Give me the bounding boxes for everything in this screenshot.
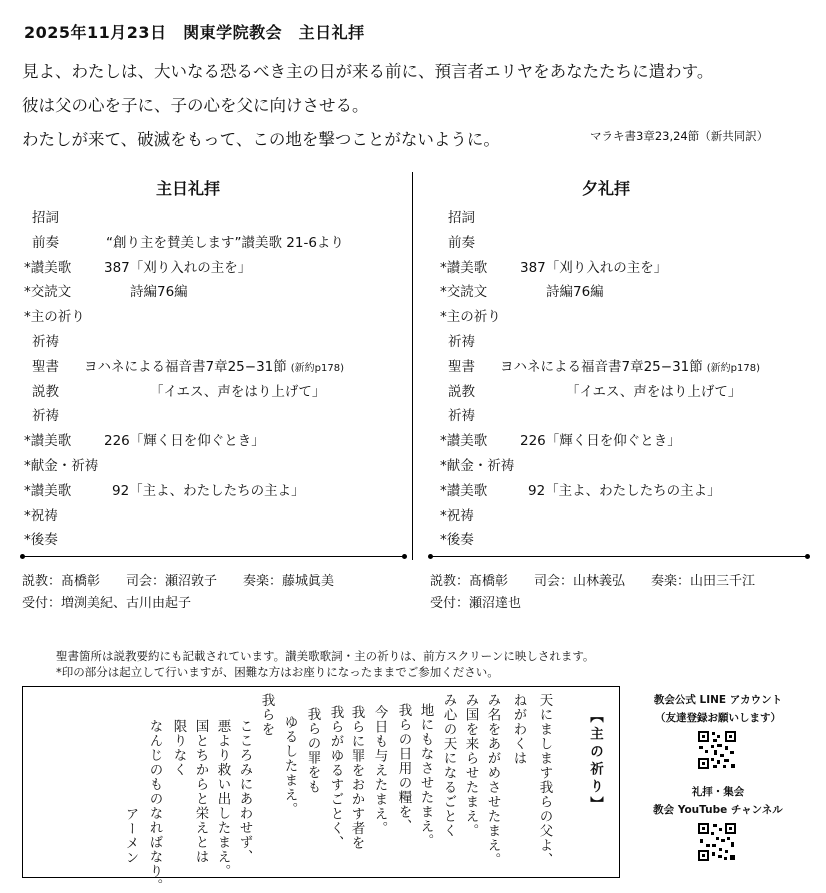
rule-dot bbox=[402, 554, 407, 559]
order-label: 招詞 bbox=[32, 210, 59, 226]
order-text-value: ヨハネによる福音書7章25−31節 bbox=[500, 358, 703, 375]
order-text bbox=[566, 380, 741, 400]
order-text bbox=[106, 231, 344, 251]
order-label: 聖書 bbox=[32, 358, 59, 375]
morning-order-item bbox=[24, 280, 71, 300]
line-account-title: 教会公式 LINE アカウント bbox=[653, 694, 783, 706]
lords-prayer-line: 我らに罪をおかす者を bbox=[348, 705, 365, 850]
evening-order-item bbox=[440, 280, 487, 300]
note-line-1: 聖書箇所は説教要約にも記載されています。讃美歌歌詞・主の祈りは、前方スクリーンに映しされます。 bbox=[56, 649, 595, 663]
column-divider bbox=[412, 172, 413, 560]
lords-prayer-line: ねがわくは bbox=[510, 693, 527, 766]
verse-reference: マラキ書3章23,24節（新共同訳） bbox=[590, 129, 769, 143]
order-label: *献金・祈祷 bbox=[440, 458, 515, 474]
order-label: *祝祷 bbox=[440, 507, 474, 524]
lords-prayer-line: 我らの日用の糧を、 bbox=[395, 703, 412, 834]
order-label: 祈祷 bbox=[32, 408, 59, 425]
evening-staff-line-1: 説教：髙橋彰 司会：山林義弘 奏楽：山田三千江 bbox=[430, 574, 756, 589]
lords-prayer-line: み国を来らせたまえ。 bbox=[462, 693, 479, 838]
rule-dot bbox=[20, 554, 25, 559]
order-label: *讃美歌 bbox=[440, 482, 488, 499]
morning-staff-line-2: 受付：増渕美紀、古川由起子 bbox=[22, 596, 192, 611]
order-text bbox=[112, 479, 305, 499]
morning-order-item bbox=[32, 231, 59, 251]
order-text-value: 92「主よ、わたしたちの主よ」 bbox=[528, 482, 721, 499]
order-text bbox=[528, 479, 721, 499]
evening-order-item bbox=[440, 504, 474, 524]
morning-order-item bbox=[32, 380, 59, 400]
order-text bbox=[130, 280, 188, 300]
evening-heading: 夕礼拝 bbox=[581, 179, 630, 198]
order-text-value: 387「刈り入れの主を」 bbox=[520, 259, 668, 276]
evening-order-item bbox=[448, 206, 475, 226]
order-label: *後奏 bbox=[440, 532, 474, 549]
morning-order-item bbox=[32, 404, 59, 424]
lords-prayer-line: 今日も与えたまえ。 bbox=[371, 705, 388, 836]
order-text-value: ヨハネによる福音書7章25−31節 bbox=[84, 358, 287, 375]
evening-order-item bbox=[448, 330, 475, 350]
order-label: *主の祈り bbox=[24, 309, 85, 326]
order-label: *献金・祈祷 bbox=[24, 458, 99, 474]
lords-prayer-line: ゆるしたまえ。 bbox=[281, 715, 298, 817]
order-text bbox=[500, 355, 760, 375]
rule-dot bbox=[805, 554, 810, 559]
order-text-note: (新約p178) bbox=[290, 362, 345, 374]
page-title: 2025年11月23日 関東学院教会 主日礼拝 bbox=[24, 23, 365, 42]
evening-order-item bbox=[448, 231, 475, 251]
morning-order-item bbox=[24, 429, 71, 449]
lords-prayer-line: なんじのものなればなり。 bbox=[146, 719, 163, 893]
morning-order-item bbox=[32, 355, 59, 375]
lords-prayer-line: こころみにあわせず、 bbox=[236, 719, 253, 864]
order-label: 説教 bbox=[32, 383, 59, 400]
youtube-qr-code-icon[interactable] bbox=[697, 822, 737, 862]
evening-order-item bbox=[440, 479, 487, 499]
order-text-note: (新約p178) bbox=[706, 362, 761, 374]
lords-prayer-line: 限りなく bbox=[170, 719, 187, 777]
order-text bbox=[520, 256, 667, 276]
lords-prayer-title: 【主の祈り】 bbox=[587, 709, 603, 814]
order-label: *後奏 bbox=[24, 532, 58, 549]
line-account-subtitle: （友達登録お願いします） bbox=[655, 712, 781, 724]
lords-prayer-line: み名をあがめさせたまえ。 bbox=[484, 693, 501, 867]
evening-order-item bbox=[440, 429, 487, 449]
order-label: 前奏 bbox=[32, 234, 59, 251]
order-text-value: 「イエス、声をはり上げて」 bbox=[150, 383, 326, 400]
morning-order-item bbox=[24, 528, 58, 548]
note-line-2: *印の部分は起立して行いますが、困難な方はお座りになったままでご参加ください。 bbox=[56, 665, 499, 679]
lords-prayer-line: 天にまします我らの父よ、 bbox=[536, 693, 553, 867]
order-label: 説教 bbox=[448, 383, 475, 400]
morning-order-item bbox=[32, 330, 59, 350]
evening-order-item bbox=[440, 305, 501, 325]
morning-rule bbox=[22, 556, 405, 557]
order-label: 聖書 bbox=[448, 358, 475, 375]
morning-order-item bbox=[24, 454, 98, 474]
lords-prayer-line: 国とちからと栄えとは bbox=[192, 719, 209, 864]
verse-line-1: 見よ、わたしは、大いなる恐るべき主の日が来る前に、預言者エリヤをあなたたちに遣わす。 bbox=[22, 62, 714, 81]
rule-dot bbox=[428, 554, 433, 559]
lords-prayer-line: 地にもなさせたまえ。 bbox=[417, 703, 434, 848]
order-label: *讃美歌 bbox=[24, 433, 72, 450]
order-label: *祝祷 bbox=[24, 507, 58, 524]
morning-order-item bbox=[24, 479, 71, 499]
youtube-title-2: 教会 YouTube チャンネル bbox=[653, 804, 783, 816]
evening-staff-line-2: 受付：瀬沼達也 bbox=[430, 596, 522, 611]
order-label: *主の祈り bbox=[440, 309, 501, 326]
morning-order-item bbox=[24, 305, 85, 325]
lords-prayer-line: アーメン bbox=[122, 807, 139, 865]
morning-order-item bbox=[32, 206, 59, 226]
order-text-value: 詩編76編 bbox=[546, 284, 604, 301]
line-qr-code-icon[interactable] bbox=[697, 730, 737, 770]
verse-line-3: わたしが来て、破滅をもって、この地を撃つことがないように。 bbox=[22, 130, 500, 149]
evening-order-item bbox=[440, 528, 474, 548]
lords-prayer-line: 我らがゆるすごとく、 bbox=[327, 705, 344, 850]
order-label: 祈祷 bbox=[448, 334, 475, 350]
order-label: 招詞 bbox=[448, 210, 475, 226]
evening-order-item bbox=[440, 256, 487, 276]
order-text bbox=[520, 429, 681, 449]
lords-prayer-line: 我らの罪をも bbox=[304, 707, 321, 794]
order-label: *讃美歌 bbox=[440, 259, 488, 276]
order-label: 祈祷 bbox=[32, 334, 59, 350]
order-text-value: “創り主を賛美します”讃美歌 21-6より bbox=[106, 234, 344, 251]
morning-order-item bbox=[24, 256, 71, 276]
order-label: 祈祷 bbox=[448, 408, 475, 425]
evening-order-item bbox=[448, 355, 475, 375]
order-label: *交読文 bbox=[440, 284, 488, 301]
order-text bbox=[84, 355, 344, 375]
lords-prayer-box bbox=[22, 686, 620, 893]
order-label: *交読文 bbox=[24, 284, 72, 301]
lords-prayer-line: み心の天になるごとく bbox=[440, 693, 457, 838]
order-text-value: 226「輝く日を仰ぐとき」 bbox=[520, 433, 681, 450]
order-text-value: 92「主よ、わたしたちの主よ」 bbox=[112, 482, 305, 499]
order-text-value: 387「刈り入れの主を」 bbox=[104, 259, 252, 276]
verse-line-2: 彼は父の心を子に、子の心を父に向けさせる。 bbox=[22, 96, 369, 115]
evening-order-item bbox=[448, 404, 475, 424]
youtube-title-1: 礼拝・集会 bbox=[691, 786, 745, 798]
order-text bbox=[104, 429, 265, 449]
morning-staff-line-1: 説教：髙橋彰 司会：瀬沼敦子 奏楽：藤城眞美 bbox=[22, 574, 335, 589]
morning-heading: 主日礼拝 bbox=[155, 179, 220, 198]
order-label: *讃美歌 bbox=[24, 259, 72, 276]
order-text bbox=[546, 280, 604, 300]
evening-rule bbox=[430, 556, 808, 557]
order-label: *讃美歌 bbox=[440, 433, 488, 450]
morning-order-item bbox=[24, 504, 58, 524]
order-text-value: 詩編76編 bbox=[130, 284, 188, 301]
lords-prayer-line: 我らを bbox=[258, 693, 275, 737]
order-label: *讃美歌 bbox=[24, 482, 72, 499]
evening-order-item bbox=[440, 454, 514, 474]
order-text bbox=[150, 380, 325, 400]
order-text bbox=[104, 256, 251, 276]
order-text-value: 「イエス、声をはり上げて」 bbox=[566, 383, 742, 400]
order-label: 前奏 bbox=[448, 234, 475, 251]
order-text-value: 226「輝く日を仰ぐとき」 bbox=[104, 433, 265, 450]
evening-order-item bbox=[448, 380, 475, 400]
lords-prayer-line: 悪より救い出したまえ。 bbox=[214, 719, 231, 879]
